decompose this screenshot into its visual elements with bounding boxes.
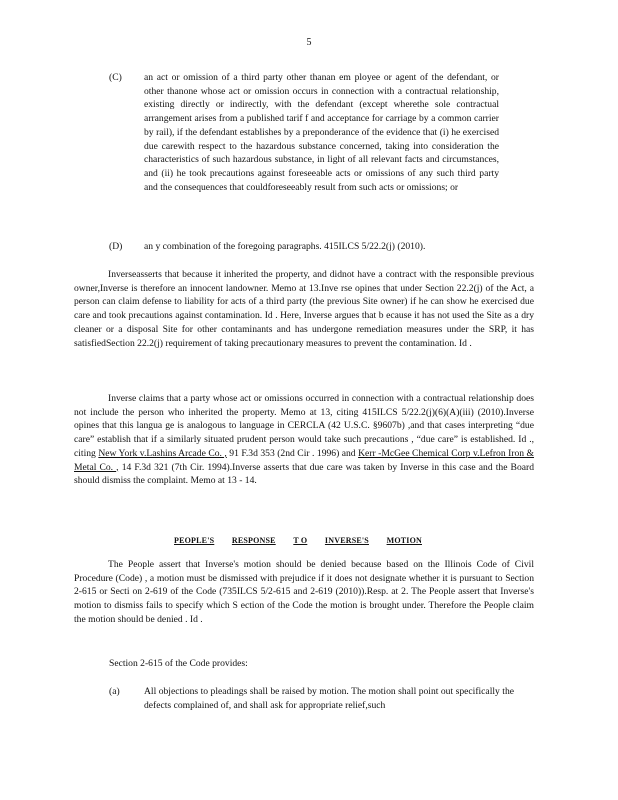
heading-word: PEOPLE'S xyxy=(174,536,215,545)
item-label: (a) xyxy=(109,686,120,697)
item-label: (C) xyxy=(109,72,122,83)
section-intro-line: Section 2-615 of the Code provides: xyxy=(109,658,248,669)
paragraph-innocent-landowner xyxy=(74,268,534,350)
item-text: an act or omission of a third party other thanan em ployee or agent of the defendant, or other thanone whose act or omission occurs in connection with a contractual relationship, existing directly or indirectly, with the defendant (except wherethe sole contractual arrangement arises from a published tarif f and acceptance for carriage by a common carrier by rail), if the defendant establishes by a preponderance of the evidence that (i) he exercised due carewith respect to the hazardous substance concerned, taking into consideration the characteristics of such hazardous substance, in light of all relevant facts and circumstances, and (ii) he took precautions against foreseeable acts or omissions of any such third party and the consequences that couldforeseeably result from such acts or omissions; or xyxy=(144,72,499,193)
heading-word: T O xyxy=(293,536,308,545)
paragraph-due-care xyxy=(74,392,534,488)
paragraph-text: 91 F.3d 353 (2nd Cir . 1996) and xyxy=(226,447,359,459)
page-number: 5 xyxy=(306,37,312,48)
paragraph-text: Inverseasserts that because it inherited the property, and didnot have a contract with the responsible previous owner,Inverse is therefore an innocent landowner. Memo at 13.Inve rse opines that under Section 22.2(j) of the Act, a person can claim defense to liability for acts of a third party (the previous Site owner) if he can show he exercised due care and took precautions against contamination. Id . Here, Inverse argues that b ecause it has not used the Site as a dry cleaner or a disposal Site for other contaminants and has undergone remediation measures under the SRP, it has satisfiedSection 22.2(j) requirement of taking precautionary measures to prevent the contamination. Id . xyxy=(74,269,534,349)
heading-word: MOTION xyxy=(386,536,422,545)
statute-item-d xyxy=(109,240,529,254)
section-heading xyxy=(174,534,422,546)
item-text: an y combination of the foregoing paragraphs. 415ILCS 5/22.2(j) (2010). xyxy=(144,241,426,252)
paragraph-text: Inverse claims that a party whose act or omissions occurred in connection with a contractual relationship does not include the person who inherited the property. Memo at 13, citing 415ILCS 5/22.2(j)(6)(A)(iii) (2010).Inverse opines that this langua ge is analogous to language in CERCLA (42 U.S.C. §9607b) ,and that cases interpreting “due care” establish that if a similarly situated prudent person would take such precautions , “due care” is established. Id ., citing xyxy=(74,393,534,459)
heading-word: RESPONSE xyxy=(231,536,276,545)
heading-word: INVERSE'S xyxy=(324,536,369,545)
item-label: (D) xyxy=(109,241,123,252)
paragraph-peoples-response xyxy=(74,558,534,627)
paragraph-text: 14 F.3d 321 (7th Cir. 1994).Inverse asserts that due care was taken by Inverse in this case and the Board should dismiss the complaint. Memo at 13 - 14. xyxy=(74,461,535,487)
paragraph-text: The People assert that Inverse's motion should be denied because based on the Illinois Code of Civil Procedure (Code) , a motion must be dismissed with prejudice if it does not designate whether it is pursuant to Section 2-615 or Secti on 2-619 of the Code (735ILCS 5/2-615 and 2-619 (2010)).Resp. at 2. The People assert that Inverse's motion to dismiss fails to specify which S ection of the Code the motion is brought under. Therefore the People claim the motion should be denied . Id . xyxy=(74,559,534,625)
case-citation-lashins: New York v.Lashins Arcade Co. , xyxy=(98,447,227,459)
case-citation-kerr-mcgee: Kerr -McGee Chemical Corp v.Lefron Iron & Metal Co. , xyxy=(74,447,535,473)
statute-item-c xyxy=(109,71,499,194)
code-item-a xyxy=(109,685,514,712)
item-text: All objections to pleadings shall be raised by motion. The motion shall point out specifically the defects complained of, and shall ask for appropriate relief,such xyxy=(144,686,514,711)
